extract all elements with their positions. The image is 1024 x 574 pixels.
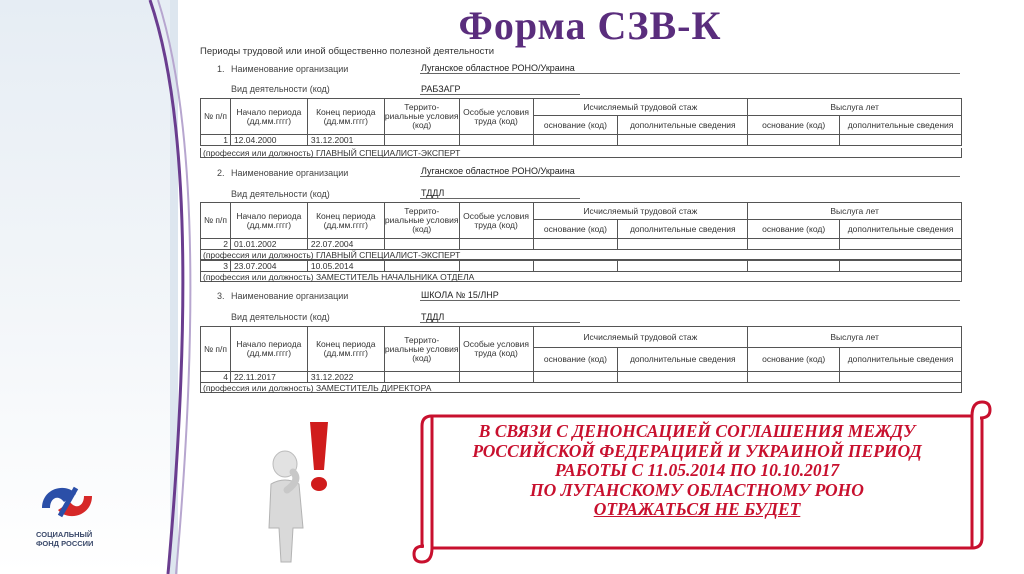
section-2-activity-value: ТДДЛ xyxy=(421,188,445,198)
col-extra-header: дополнительные сведения xyxy=(840,220,962,239)
section-1-org-label: Наименование организации xyxy=(231,64,349,74)
section-3-activity-label: Вид деятельности (код) xyxy=(231,312,330,322)
col-special-header: Особые условия труда (код) xyxy=(459,327,533,372)
col-basis-header: основание (код) xyxy=(748,348,840,372)
section-2-org-label: Наименование организации xyxy=(231,168,349,178)
col-calc-exp-header: Исчисляемый трудовой стаж xyxy=(533,203,748,220)
col-start-header: Начало периода (дд.мм.гггг) xyxy=(230,203,307,239)
col-start-header: Начало периода (дд.мм.гггг) xyxy=(230,327,307,372)
col-end-header: Конец периода (дд.мм.гггг) xyxy=(307,99,384,135)
section-1-table xyxy=(200,98,962,146)
col-extra-header: дополнительные сведения xyxy=(618,348,748,372)
row-start: 12.04.2000 xyxy=(230,135,307,146)
col-service-years-header: Выслуга лет xyxy=(748,327,962,348)
col-num-header: № п/п xyxy=(201,99,231,135)
exclamation-icon xyxy=(306,418,332,494)
section-3-number: 3. xyxy=(217,291,225,301)
col-calc-exp-header: Исчисляемый трудовой стаж xyxy=(533,327,748,348)
col-basis-header: основание (код) xyxy=(533,348,618,372)
table-row xyxy=(201,239,962,250)
col-extra-header: дополнительные сведения xyxy=(618,116,748,135)
row-number: 1 xyxy=(201,135,231,146)
col-special-header: Особые условия труда (код) xyxy=(459,99,533,135)
row-profession: ЗАМЕСТИТЕЛЬ НАЧАЛЬНИКА ОТДЕЛА xyxy=(315,272,475,282)
row-number: 2 xyxy=(201,239,231,250)
section-3-org-label: Наименование организации xyxy=(231,291,349,301)
row-end: 10.05.2014 xyxy=(307,261,384,272)
col-extra-header: дополнительные сведения xyxy=(840,348,962,372)
col-territorial-header: Террито-риальные условия (код) xyxy=(384,99,459,135)
section-1-number: 1. xyxy=(217,64,225,74)
row-start: 22.11.2017 xyxy=(230,372,307,383)
row-start: 01.01.2002 xyxy=(230,239,307,250)
row-end: 31.12.2001 xyxy=(307,135,384,146)
col-basis-header: основание (код) xyxy=(533,116,618,135)
section-1-profession: (профессия или должность) ГЛАВНЫЙ СПЕЦИАЛИСТ-ЭКСПЕРТ xyxy=(200,148,962,158)
notice-text: В СВЯЗИ С ДЕНОНСАЦИЕЙ СОГЛАШЕНИЯ МЕЖДУ РОССИЙСКОЙ ФЕДЕРАЦИЕЙ И УКРАИНОЙ ПЕРИОД РАБОТЫ С 11.05.2014 ПО 10.10.2017 ПО ЛУГАНСКОМУ ОБЛАСТНОМУ РОНО ОТРАЖАТЬСЯ НЕ БУДЕТ xyxy=(472,421,922,519)
section-3-activity-value: ТДДЛ xyxy=(421,312,445,322)
row-number: 3 xyxy=(201,261,231,272)
sfr-logo-icon xyxy=(36,478,98,528)
section-3-org-value: ШКОЛА № 15/ЛНР xyxy=(421,290,499,300)
row-start: 23.07.2004 xyxy=(230,261,307,272)
col-num-header: № п/п xyxy=(201,203,231,239)
section-2-table xyxy=(200,202,962,250)
section-3-table xyxy=(200,326,962,383)
col-num-header: № п/п xyxy=(201,327,231,372)
table-row xyxy=(201,372,962,383)
col-extra-header: дополнительные сведения xyxy=(840,116,962,135)
row-profession: ГЛАВНЫЙ СПЕЦИАЛИСТ-ЭКСПЕРТ xyxy=(315,250,461,260)
col-basis-header: основание (код) xyxy=(533,220,618,239)
section-2-profession-2: (профессия или должность) ЗАМЕСТИТЕЛЬ НАЧАЛЬНИКА ОТДЕЛА xyxy=(200,272,962,282)
section-2-table-row-3 xyxy=(200,260,962,272)
row-profession: ГЛАВНЫЙ СПЕЦИАЛИСТ-ЭКСПЕРТ xyxy=(315,148,461,158)
col-territorial-header: Террито-риальные условия (код) xyxy=(384,327,459,372)
decor-curve xyxy=(0,0,200,574)
col-special-header: Особые условия труда (код) xyxy=(459,203,533,239)
col-basis-header: основание (код) xyxy=(748,220,840,239)
col-calc-exp-header: Исчисляемый трудовой стаж xyxy=(533,99,748,116)
col-service-years-header: Выслуга лет xyxy=(748,99,962,116)
section-2-number: 2. xyxy=(217,168,225,178)
section-2-profession-1: (профессия или должность) ГЛАВНЫЙ СПЕЦИАЛИСТ-ЭКСПЕРТ xyxy=(200,250,962,260)
col-basis-header: основание (код) xyxy=(748,116,840,135)
table-row xyxy=(201,261,962,272)
section-2-activity-label: Вид деятельности (код) xyxy=(231,189,330,199)
section-1-org-value: Луганское областное РОНО/Украина xyxy=(421,63,575,73)
row-end: 31.12.2022 xyxy=(307,372,384,383)
logo-text: СОЦИАЛЬНЫЙ ФОНД РОССИИ xyxy=(36,530,94,548)
section-3-profession: (профессия или должность) ЗАМЕСТИТЕЛЬ ДИРЕКТОРА xyxy=(200,383,962,393)
section-2-org-value: Луганское областное РОНО/Украина xyxy=(421,166,575,176)
col-service-years-header: Выслуга лет xyxy=(748,203,962,220)
col-end-header: Конец периода (дд.мм.гггг) xyxy=(307,203,384,239)
col-extra-header: дополнительные сведения xyxy=(618,220,748,239)
row-profession: ЗАМЕСТИТЕЛЬ ДИРЕКТОРА xyxy=(315,383,432,393)
section-1-activity-label: Вид деятельности (код) xyxy=(231,84,330,94)
row-end: 22.07.2004 xyxy=(307,239,384,250)
col-territorial-header: Террито-риальные условия (код) xyxy=(384,203,459,239)
col-end-header: Конец периода (дд.мм.гггг) xyxy=(307,327,384,372)
form-header: Периоды трудовой или иной общественно полезной деятельности xyxy=(200,46,495,57)
page-title: Форма СЗВ-К xyxy=(458,3,722,48)
row-number: 4 xyxy=(201,372,231,383)
table-row xyxy=(201,135,962,146)
col-start-header: Начало периода (дд.мм.гггг) xyxy=(230,99,307,135)
section-1-activity-value: РАБЗАГР xyxy=(421,84,461,94)
